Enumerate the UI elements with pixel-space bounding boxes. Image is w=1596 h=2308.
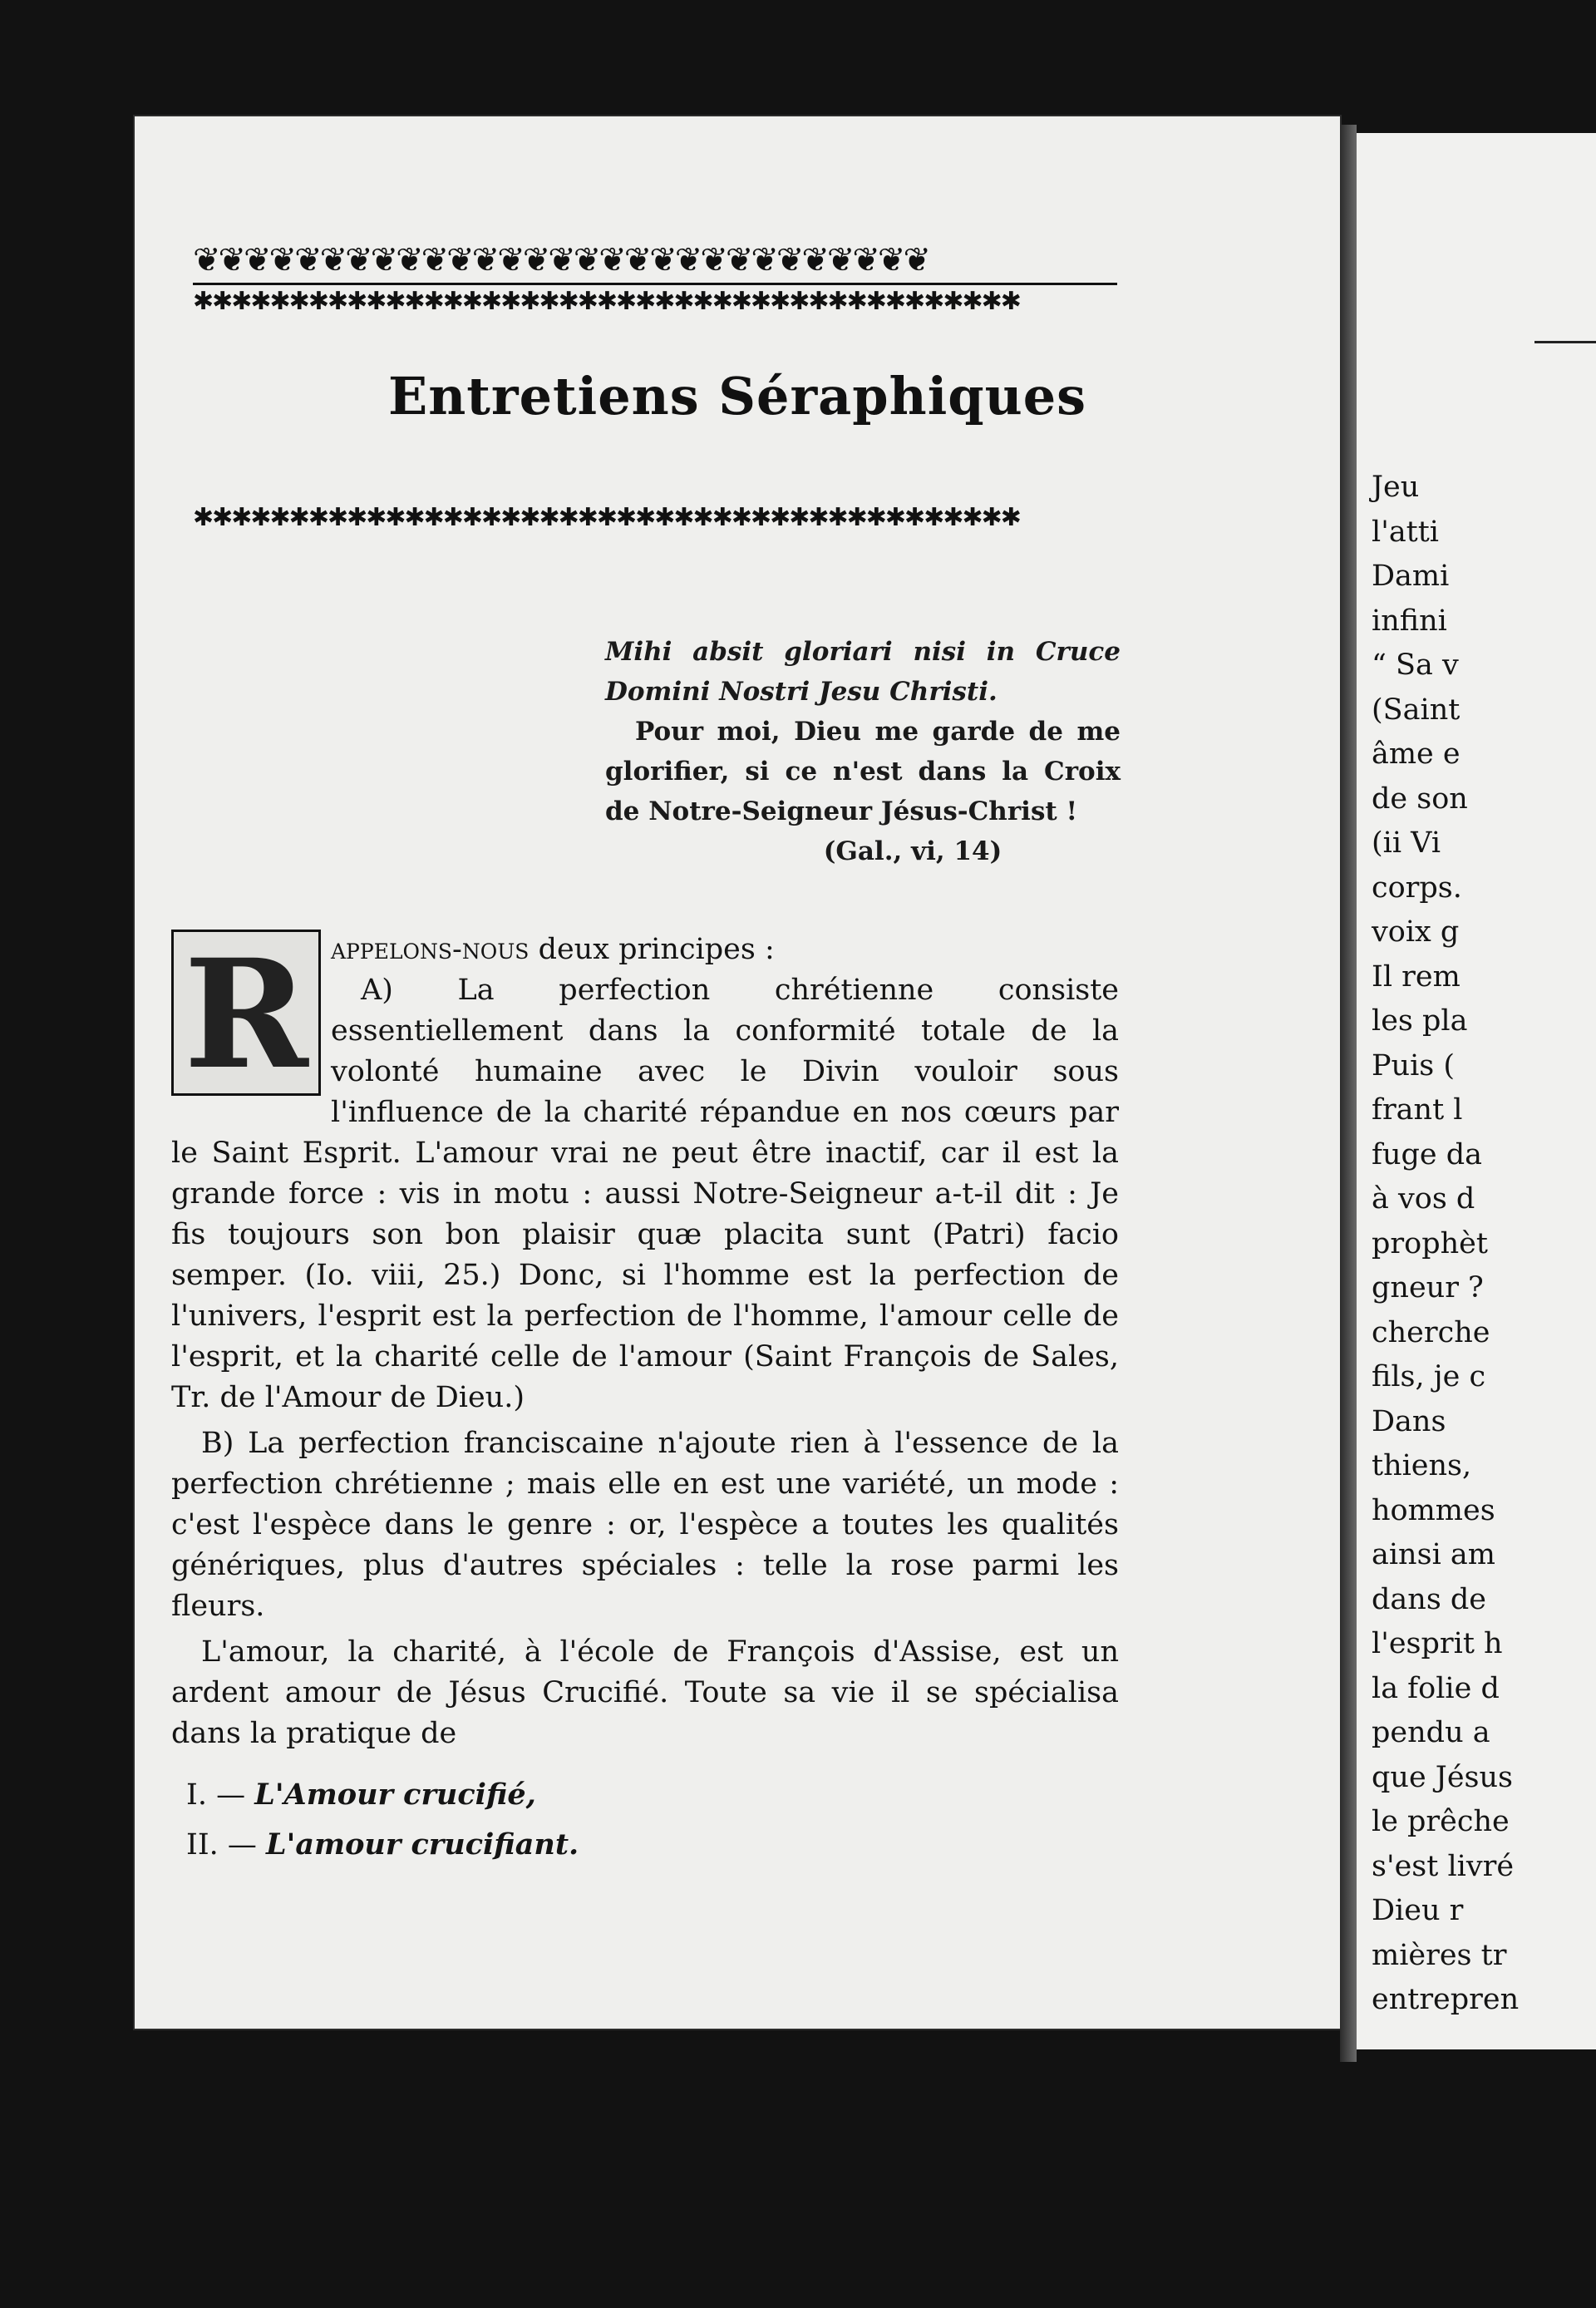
right-page-line: que Jésus xyxy=(1372,1760,1513,1794)
page-title: Entretiens Séraphiques xyxy=(387,366,1087,427)
main-text xyxy=(171,927,1119,1866)
enumeration xyxy=(171,1774,1119,1866)
right-page-line: cherche xyxy=(1372,1315,1490,1349)
list-item xyxy=(186,1774,1119,1816)
right-page-line: corps. xyxy=(1372,870,1462,905)
leaf-ornament-band: ❦❦❦❦❦❦❦❦❦❦❦❦❦❦❦❦❦❦❦❦❦❦❦❦❦❦❦❦❦ xyxy=(193,241,929,279)
right-page-line: thiens, xyxy=(1372,1449,1472,1482)
ornament-rule xyxy=(193,283,1117,285)
right-page-line: à vos d xyxy=(1372,1182,1475,1216)
dropcap-letter: R xyxy=(184,927,308,1102)
list-text: L'amour crucifiant. xyxy=(266,1827,579,1862)
right-page-line: Il rem xyxy=(1372,959,1461,994)
right-page-line: ainsi am xyxy=(1372,1538,1495,1571)
right-page-line: entrepren xyxy=(1372,1983,1520,2016)
right-page-line: hommes xyxy=(1372,1493,1495,1527)
epigraph-latin: Mihi absit gloriari nisi in Cruce Domini Nostri Jesu Christi. xyxy=(605,637,1121,707)
right-page-rule xyxy=(1534,341,1596,343)
right-page-line: prophèt xyxy=(1372,1226,1488,1260)
right-page-line: Jeu xyxy=(1372,471,1420,504)
right-page-text xyxy=(1372,466,1596,2023)
right-page-line: le prêche xyxy=(1372,1805,1510,1838)
right-page-line: âme e xyxy=(1372,737,1461,771)
epigraph xyxy=(605,632,1121,871)
right-page-line: Puis ( xyxy=(1372,1048,1456,1082)
star-ornament-band-bottom: ✱✱✱✱✱✱✱✱✱✱✱✱✱✱✱✱✱✱✱✱✱✱✱✱✱✱✱✱✱✱✱✱✱✱✱✱✱✱✱✱✱✱✱ xyxy=(193,504,1020,532)
right-page-line: l'atti xyxy=(1372,515,1440,549)
right-page-line: l'esprit h xyxy=(1372,1627,1503,1660)
right-page-line: fuge da xyxy=(1372,1137,1483,1171)
right-page-line: de son xyxy=(1372,782,1468,816)
right-page-line: (Saint xyxy=(1372,693,1461,727)
right-page-line: frant l xyxy=(1372,1093,1463,1127)
lead-caps: appelons-nous xyxy=(331,933,530,966)
right-page-line: (ii Vi xyxy=(1372,826,1441,860)
right-page-line: voix g xyxy=(1372,915,1460,949)
right-page-line: “ Sa v xyxy=(1372,649,1459,682)
book-gutter xyxy=(1340,125,1357,2062)
right-page-line: la folie d xyxy=(1372,1671,1500,1705)
right-page-line: fils, je c xyxy=(1372,1360,1486,1393)
right-page-line: Dans xyxy=(1372,1404,1446,1438)
right-page-line: pendu a xyxy=(1372,1716,1490,1749)
list-text: L'Amour crucifié, xyxy=(254,1778,536,1812)
right-page-line: Dieu r xyxy=(1372,1894,1464,1927)
right-page-line: gneur ? xyxy=(1372,1271,1484,1304)
right-page-line: s'est livré xyxy=(1372,1849,1515,1883)
list-number: II. — xyxy=(186,1828,257,1862)
paragraph-b: B) La perfection franciscaine n'ajoute rien à l'essence de la perfection chrétienne ; mais elle en est une variété, un mode : c'est l'espèce dans le genre : or, l'espèce a toutes les qualités génériques, plus d'autres spéciales : telle la rose parmi les fleurs. xyxy=(171,1427,1119,1623)
epigraph-french: Pour moi, Dieu me garde de me glorifier, si ce n'est dans la Croix de Notre-Seigneur Jésus-Christ ! xyxy=(605,717,1121,826)
list-item xyxy=(186,1824,1119,1866)
right-page-line: dans de xyxy=(1372,1582,1487,1616)
list-number: I. — xyxy=(186,1778,246,1812)
star-ornament-band-top: ✱✱✱✱✱✱✱✱✱✱✱✱✱✱✱✱✱✱✱✱✱✱✱✱✱✱✱✱✱✱✱✱✱✱✱✱✱✱✱✱✱✱✱ xyxy=(193,288,1020,316)
paragraph-a: A) La perfection chrétienne consiste essentiellement dans la conformité totale de la volonté humaine avec le Divin vouloir sous l'influence de la charité répandue en nos cœurs par le Saint Esprit. L'amour vrai ne peut être inactif, car il est la grande force : vis in motu : aussi Notre-Seigneur a-t-il dit : Je fis toujours son bon plaisir quæ placita sunt (Patri) facio semper. (Io. viii, 25.) Donc, si l'homme est la perfection de l'univers, l'esprit est la perfection de l'homme, l'amour celle de l'esprit, et la charité celle de l'amour (Saint François de Sales, Tr. de l'Amour de Dieu.) xyxy=(171,974,1119,1414)
lead-rest: deux principes : xyxy=(529,933,775,966)
paragraph-c: L'amour, la charité, à l'école de François d'Assise, est un ardent amour de Jésus Crucifié. Toute sa vie il se spécialisa dans la pratique de xyxy=(171,1635,1119,1750)
dropcap-ornament xyxy=(171,927,321,1102)
right-page-line: mières tr xyxy=(1372,1938,1507,1972)
right-page-line: infini xyxy=(1372,604,1447,638)
right-page-line: Dami xyxy=(1372,560,1450,593)
right-page-line: les pla xyxy=(1372,1004,1468,1038)
epigraph-reference: (Gal., vi, 14) xyxy=(823,836,1002,866)
